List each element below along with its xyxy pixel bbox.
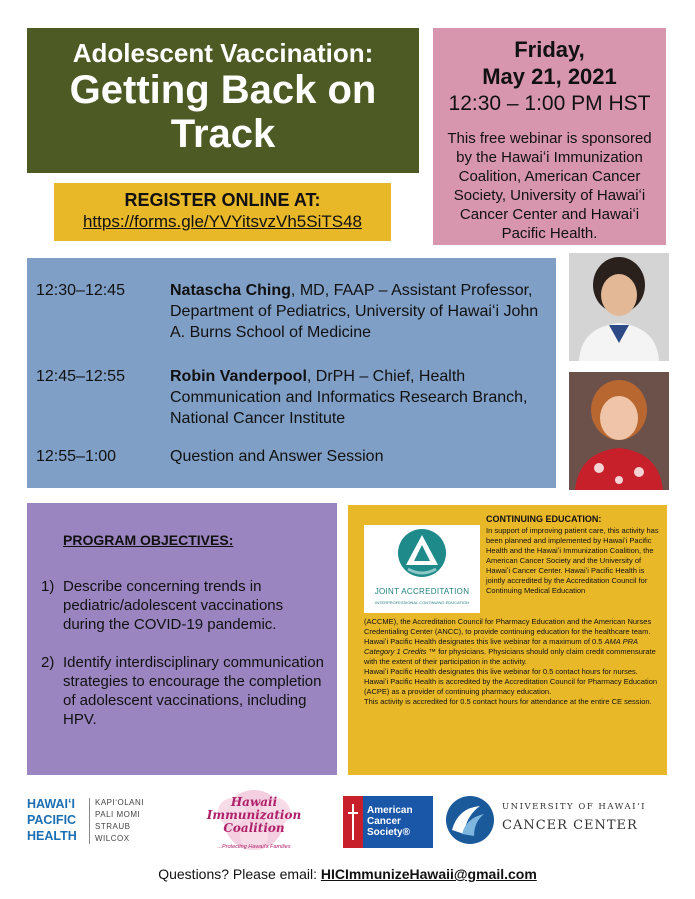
sword-icon [343, 796, 363, 848]
speaker-name: Natascha Ching [170, 282, 291, 299]
objective-text: Identify interdisciplinary communication strategies to encourage the completion of adolescent vaccinations, including HPV. [63, 654, 324, 728]
objectives-heading: PROGRAM OBJECTIVES: [63, 532, 234, 548]
hph-sub-4: WILCOX [95, 834, 130, 843]
hph-line-2: PACIFIC [27, 813, 77, 827]
agenda-panel [27, 258, 556, 488]
agenda-description [170, 366, 554, 429]
person-silhouette-icon [569, 372, 669, 490]
ce-credit-type: AMA PRA Category 1 Credits [364, 637, 638, 656]
event-day: Friday, [514, 37, 585, 62]
objective-text: Describe concerning trends in pediatric/adolescent vaccinations during the COVID-19 pandemic. [63, 578, 284, 633]
speaker-details: , DrPH – Chief, Health Communication and Informatics Research Branch, National Cancer Institute [170, 368, 528, 427]
hph-line-3: HEALTH [27, 829, 77, 843]
acs-line-2: Cancer [367, 816, 401, 827]
register-panel [54, 183, 391, 241]
agenda-description: Question and Answer Session [170, 448, 384, 465]
hic-line-1: Hawaii [230, 795, 278, 809]
title-line-2: Getting Back on [69, 68, 377, 112]
contact-prefix: Questions? Please email: [158, 866, 321, 882]
contact-email-link[interactable]: HICImmunizeHawaii@gmail.com [320, 866, 537, 882]
hic-line-2: Immunization [206, 808, 302, 822]
ce-body [364, 617, 660, 707]
objectives-panel [27, 503, 337, 775]
agenda-time: 12:30–12:45 [36, 282, 125, 299]
speaker-photo-1 [569, 253, 669, 361]
person-silhouette-icon [569, 253, 669, 361]
sponsor-text: This free webinar is sponsored by the Hawaiʻi Immunization Coalition, American Cancer Society, University of Hawaiʻi Cancer Center and Hawaiʻi Pacific Health. [447, 130, 652, 242]
wave-icon [444, 794, 496, 846]
ce-intro: In support of improving patient care, this activity has been planned and implemented by Hawaiʻi Pacific Health and the Hawaiʻi Immunization Coalition, the American Cancer Society and the University of Hawaiʻi Cancer Center. Hawaiʻi Pacific Health is jointly accredited by the Accreditation Council for Continuing Medical Education [486, 526, 659, 595]
hawaii-immunization-coalition-logo [196, 786, 312, 858]
uh-line-1: UNIVERSITY OF HAWAIʻI [502, 802, 647, 812]
register-link[interactable]: https://forms.gle/YVYitsvzVh5SiTS48 [82, 212, 363, 231]
hph-sub-3: STRAUB [95, 822, 131, 831]
objective-number: 2) [41, 654, 55, 671]
divider [89, 798, 90, 844]
accreditation-icon [364, 525, 480, 585]
ce-paragraph [364, 637, 660, 667]
agenda-time: 12:45–12:55 [36, 368, 125, 385]
contact-line [0, 866, 695, 882]
acs-line-3: Society® [367, 827, 410, 838]
hph-sub-2: PALI MOMI [95, 810, 141, 819]
ce-paragraph: This activity is accredited for 0.5 contact hours for attendance at the entire CE session. [364, 697, 652, 706]
ce-paragraph: Hawaiʻi Pacific Health is accredited by the Accreditation Council for Pharmacy Education (ACPE) as a provider of continuing pharmacy education. [364, 677, 658, 696]
title-banner [27, 28, 419, 173]
agenda-description [170, 280, 554, 343]
accreditation-logo-sub: INTERPROFESSIONAL CONTINUING EDUCATION [375, 600, 469, 605]
ce-text: ™ for physicians. Physicians should only claim credit commensurate with the extent of their participation in the activity. [364, 647, 656, 666]
acs-line-1: American [367, 805, 413, 816]
register-heading: REGISTER ONLINE AT: [124, 190, 321, 210]
continuing-education-panel [348, 505, 667, 775]
objective-number: 1) [41, 578, 55, 595]
hph-sub-1: KAPIʻOLANI [95, 798, 145, 807]
ce-heading: CONTINUING EDUCATION: [486, 514, 602, 524]
title-line-3: Track [170, 112, 276, 156]
event-date: May 21, 2021 [482, 64, 617, 89]
hic-tagline: ...Protecting Hawaii's Families [217, 844, 291, 850]
american-cancer-society-logo [343, 796, 433, 848]
agenda-time: 12:55–1:00 [36, 448, 117, 465]
date-panel [433, 28, 666, 245]
ce-paragraph: (ACCME), the Accreditation Council for Pharmacy Education and the American Nurses Credentialing Center (ANCC), to provide continuing education for the healthcare team. [364, 617, 652, 636]
title-line-1: Adolescent Vaccination: [72, 38, 374, 68]
ce-paragraph: Hawaiʻi Pacific Health designates this live webinar for 0.5 contact hours for nurses. [364, 667, 638, 676]
hic-line-3: Coalition [223, 821, 285, 835]
ce-text: Hawaiʻi Pacific Health designates this live webinar for a maximum of 0.5 [364, 637, 605, 646]
uh-cancer-center-logo [444, 794, 668, 846]
speaker-name: Robin Vanderpool [170, 368, 307, 385]
joint-accreditation-logo [364, 525, 480, 613]
speaker-photo-2 [569, 372, 669, 490]
speaker-details: , MD, FAAP – Assistant Professor, Department of Pediatrics, University of Hawaiʻi John A. Burns School of Medicine [170, 282, 539, 341]
accreditation-logo-name: JOINT ACCREDITATION [374, 587, 470, 596]
hph-line-1: HAWAIʻI [27, 797, 75, 811]
uh-line-2: CANCER CENTER [502, 818, 638, 833]
event-time: 12:30 – 1:00 PM HST [448, 92, 651, 115]
hawaii-pacific-health-logo [27, 796, 172, 848]
